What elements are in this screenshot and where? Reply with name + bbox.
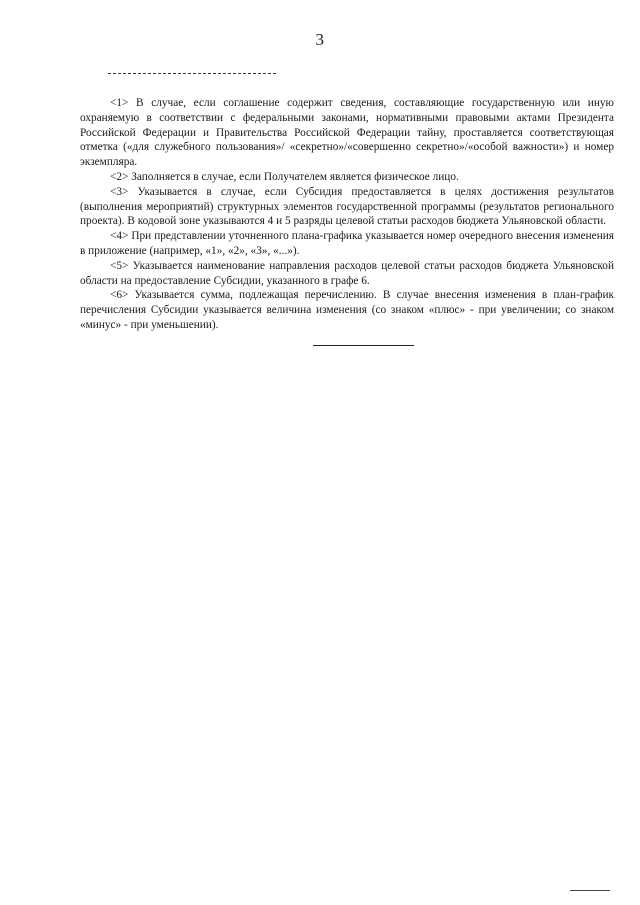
page-number: 3	[315, 30, 325, 49]
footnote-6: <6> Указывается сумма, подлежащая перечислению. В случае внесения изменения в план-график перечисления Субсидии указывается величина изменения (со знаком «плюс» - при увеличении; со знаком «минус» - при уменьшении).	[80, 289, 614, 331]
footnote-4: <4> При представлении уточненного плана-графика указывается номер очередного внесения изменения в приложение (например, «1», «2», «3», «...»).	[80, 230, 614, 257]
footnote-1: <1> В случае, если соглашение содержит сведения, составляющие государственную или иную охраняемую в соответствии с федеральными законами, нормативными правовыми актами Президента Российской Федерации и Правительства Российской Федерации тайну, проставляется соответствующая отметка («для служебного пользования»/ «секретно»/«совершенно секретно»/«особой важности») и номер экземпляра.	[80, 97, 614, 169]
footnote-2: <2> Заполняется в случае, если Получателем является физическое лицо.	[110, 170, 459, 183]
footnote-3: <3> Указывается в случае, если Субсидия предоставляется в целях достижения результатов (выполнения мероприятий) структурных элементов государственной программы (результатов регионального проекта). В кодовой зоне указываются 4 и 5 разряды целевой статьи расходов бюджета Ульяновской области.	[80, 185, 614, 228]
end-of-text-rule	[313, 345, 414, 346]
footnotes	[80, 96, 614, 333]
footnote-5: <5> Указывается наименование направления расходов целевой статьи расходов бюджета Ульяновской области на предоставление Субсидии, указанного в графе 6.	[80, 259, 614, 287]
bottom-corner-rule	[570, 890, 610, 891]
footnote-separator	[108, 73, 276, 74]
